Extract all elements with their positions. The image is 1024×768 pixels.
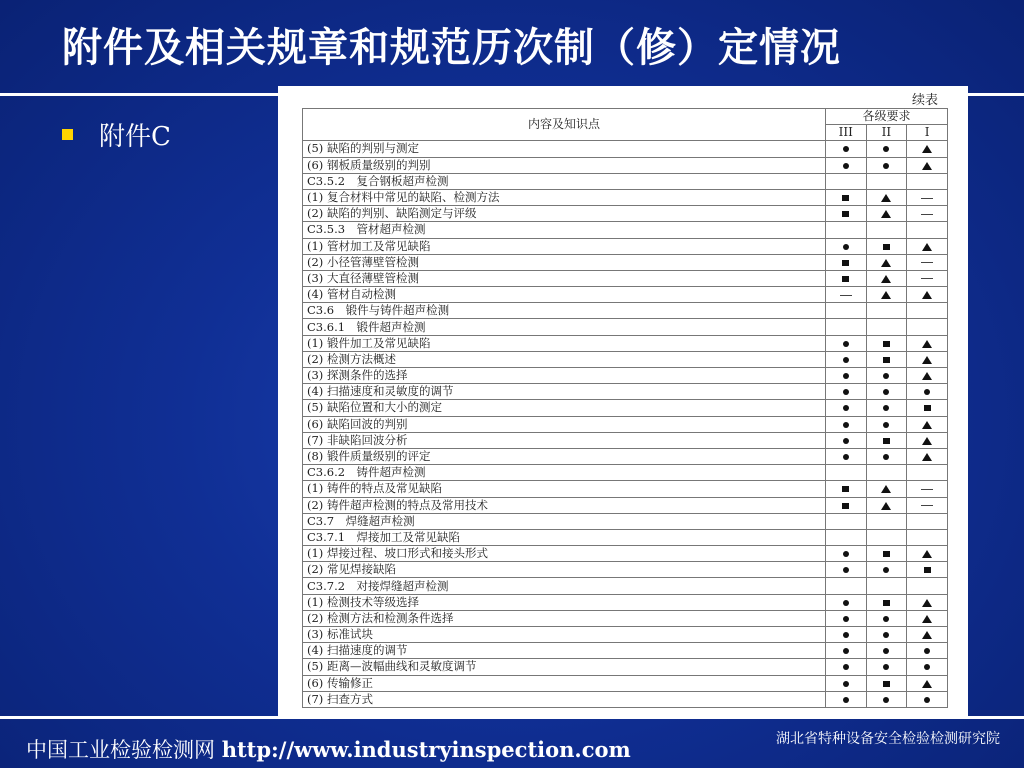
table-row [303,400,948,416]
level-cell [825,141,866,157]
title-divider-right [968,93,1024,96]
row-content-cell: C3.5.3 管材超声检测 [303,222,826,238]
level-cell [907,141,948,157]
dot-mark-icon [883,422,889,428]
dot-mark-icon [883,373,889,379]
square-mark-icon [842,503,849,509]
triangle-mark-icon [881,275,891,283]
level-cell [907,578,948,594]
dash-mark-icon [921,198,933,199]
table-row [303,675,948,691]
dot-mark-icon [843,357,849,363]
level-cell [866,368,907,384]
row-content-cell: (1) 锻件加工及常见缺陷 [303,335,826,351]
level-cell [866,594,907,610]
table-header-row [303,109,948,125]
square-mark-icon [883,600,890,606]
table-row [303,189,948,205]
level-cell [866,562,907,578]
level-cell [907,513,948,529]
table-row [303,481,948,497]
table-row [303,384,948,400]
table-row [303,319,948,335]
table-row [303,610,948,626]
level-cell [866,222,907,238]
row-content-cell: (7) 扫查方式 [303,691,826,707]
level-cell [907,643,948,659]
row-content-cell: (2) 铸件超声检测的特点及常用技术 [303,497,826,513]
row-content-cell: (1) 焊接过程、坡口形式和接头形式 [303,546,826,562]
footer-site [26,734,631,764]
bullet-square-icon [62,129,73,140]
triangle-mark-icon [922,145,932,153]
level-cell [866,287,907,303]
level-cell [825,384,866,400]
level-cell [825,643,866,659]
dot-mark-icon [883,697,889,703]
table-row [303,335,948,351]
triangle-mark-icon [881,502,891,510]
row-content-cell: (3) 标准试块 [303,627,826,643]
dash-mark-icon [840,295,852,296]
row-content-cell: (2) 常见焊接缺陷 [303,562,826,578]
table-row [303,351,948,367]
square-mark-icon [883,341,890,347]
level-cell [825,432,866,448]
dot-mark-icon [843,373,849,379]
level-cell [907,594,948,610]
row-content-cell: (7) 非缺陷回波分析 [303,432,826,448]
footer-institute: 湖北省特种设备安全检验检测研究院 [776,731,1000,747]
table-row [303,546,948,562]
level-cell [825,594,866,610]
level-cell [866,691,907,707]
dot-mark-icon [883,648,889,654]
dot-mark-icon [843,681,849,687]
dot-mark-icon [843,422,849,428]
level-cell [907,351,948,367]
level-cell [907,384,948,400]
level-cell [825,691,866,707]
dot-mark-icon [883,146,889,152]
row-content-cell: (1) 铸件的特点及常见缺陷 [303,481,826,497]
level-cell [866,610,907,626]
dot-mark-icon [843,632,849,638]
table-row [303,513,948,529]
table-row [303,578,948,594]
triangle-mark-icon [922,631,932,639]
table-row [303,465,948,481]
dot-mark-icon [843,405,849,411]
level-cell [866,513,907,529]
level-cell [825,610,866,626]
triangle-mark-icon [922,680,932,688]
table-row [303,529,948,545]
bullet-item [62,116,171,153]
level-cell [866,432,907,448]
level-cell [907,675,948,691]
triangle-mark-icon [922,421,932,429]
row-content-cell: (2) 检测方法概述 [303,351,826,367]
level-header-iii: III [825,125,866,141]
level-cell [866,546,907,562]
level-cell [866,303,907,319]
dot-mark-icon [843,438,849,444]
level-cell [907,368,948,384]
table-row [303,368,948,384]
table-row [303,416,948,432]
row-content-cell: (5) 缺陷位置和大小的测定 [303,400,826,416]
row-content-cell: (2) 小径管薄壁管检测 [303,254,826,270]
dot-mark-icon [843,697,849,703]
row-content-cell: (4) 管材自动检测 [303,287,826,303]
level-cell [907,562,948,578]
square-mark-icon [842,195,849,201]
row-content-cell: C3.5.2 复合钢板超声检测 [303,173,826,189]
level-cell [825,368,866,384]
row-content-cell: (8) 锻件质量级别的评定 [303,448,826,464]
level-header-ii: II [866,125,907,141]
level-cell [866,465,907,481]
row-content-cell: C3.7.1 焊接加工及常见缺陷 [303,529,826,545]
table-row [303,157,948,173]
dot-mark-icon [924,648,930,654]
table-row [303,173,948,189]
level-cell [825,416,866,432]
level-cell [825,238,866,254]
triangle-mark-icon [922,162,932,170]
level-cell [907,546,948,562]
title-divider-left [0,93,278,96]
row-content-cell: C3.6.1 锻件超声检测 [303,319,826,335]
level-cell [907,206,948,222]
level-cell [825,400,866,416]
level-cell [907,303,948,319]
dot-mark-icon [883,664,889,670]
level-cell [866,173,907,189]
table-row [303,594,948,610]
level-cell [866,659,907,675]
slide-title: 附件及相关规章和规范历次制（修）定情况 [62,25,841,71]
triangle-mark-icon [881,210,891,218]
dot-mark-icon [843,551,849,557]
level-cell [907,465,948,481]
triangle-mark-icon [922,453,932,461]
level-cell [866,254,907,270]
square-mark-icon [842,486,849,492]
level-cell [825,173,866,189]
square-mark-icon [924,405,931,411]
row-content-cell: C3.7 焊缝超声检测 [303,513,826,529]
table-body [303,141,948,708]
continued-label: 续表 [911,93,938,108]
level-cell [907,173,948,189]
triangle-mark-icon [881,194,891,202]
level-cell [907,400,948,416]
level-cell [825,303,866,319]
square-mark-icon [883,551,890,557]
level-cell [825,562,866,578]
table-row [303,432,948,448]
level-cell [866,529,907,545]
square-mark-icon [924,567,931,573]
level-cell [825,675,866,691]
dash-mark-icon [921,278,933,279]
row-content-cell: (2) 缺陷的判别、缺陷测定与评级 [303,206,826,222]
level-cell [866,384,907,400]
square-mark-icon [842,276,849,282]
levels-group-header: 各级要求 [825,109,947,125]
square-mark-icon [883,438,890,444]
content-column-header: 内容及知识点 [303,109,826,141]
dash-mark-icon [921,489,933,490]
dot-mark-icon [883,632,889,638]
row-content-cell: (4) 扫描速度的调节 [303,643,826,659]
level-cell [907,189,948,205]
level-cell [825,529,866,545]
dot-mark-icon [843,616,849,622]
level-cell [825,335,866,351]
table-row [303,254,948,270]
dot-mark-icon [924,697,930,703]
table-row [303,222,948,238]
triangle-mark-icon [922,340,932,348]
level-cell [866,206,907,222]
level-cell [866,319,907,335]
table-row [303,691,948,707]
level-cell [825,497,866,513]
square-mark-icon [883,244,890,250]
footer-site-name: 中国工业检验检测网 [26,738,215,762]
triangle-mark-icon [922,372,932,380]
level-cell [866,400,907,416]
level-cell [825,546,866,562]
level-cell [907,627,948,643]
level-cell [866,351,907,367]
dot-mark-icon [883,405,889,411]
dot-mark-icon [883,616,889,622]
dot-mark-icon [843,567,849,573]
dot-mark-icon [843,664,849,670]
level-cell [907,238,948,254]
row-content-cell: (4) 扫描速度和灵敏度的调节 [303,384,826,400]
level-cell [907,432,948,448]
table-row [303,627,948,643]
square-mark-icon [883,681,890,687]
triangle-mark-icon [922,550,932,558]
level-cell [907,529,948,545]
row-content-cell: (5) 缺陷的判别与测定 [303,141,826,157]
row-content-cell: (1) 管材加工及常见缺陷 [303,238,826,254]
level-cell [866,481,907,497]
table-row [303,659,948,675]
level-cell [907,319,948,335]
level-cell [866,238,907,254]
table-row [303,238,948,254]
dash-mark-icon [921,262,933,263]
level-cell [907,254,948,270]
row-content-cell: C3.6.2 铸件超声检测 [303,465,826,481]
level-cell [866,157,907,173]
row-content-cell: (6) 传输修正 [303,675,826,691]
dot-mark-icon [843,389,849,395]
row-content-cell: (6) 钢板质量级别的判别 [303,157,826,173]
table-row [303,287,948,303]
level-cell [825,206,866,222]
level-cell [825,448,866,464]
dot-mark-icon [883,389,889,395]
level-cell [907,448,948,464]
table-scan-image [278,86,968,716]
table-row [303,141,948,157]
level-cell [907,157,948,173]
dash-mark-icon [921,214,933,215]
level-cell [907,659,948,675]
triangle-mark-icon [922,291,932,299]
row-content-cell: (6) 缺陷回波的判别 [303,416,826,432]
dot-mark-icon [924,664,930,670]
level-cell [907,416,948,432]
level-cell [825,481,866,497]
triangle-mark-icon [922,437,932,445]
triangle-mark-icon [922,615,932,623]
dot-mark-icon [843,244,849,250]
level-cell [825,222,866,238]
level-cell [866,335,907,351]
square-mark-icon [842,260,849,266]
table-row [303,643,948,659]
level-cell [907,497,948,513]
level-cell [825,659,866,675]
level-cell [907,335,948,351]
level-cell [866,270,907,286]
dot-mark-icon [843,146,849,152]
triangle-mark-icon [922,599,932,607]
row-content-cell: (5) 距离—波幅曲线和灵敏度调节 [303,659,826,675]
row-content-cell: (3) 探测条件的选择 [303,368,826,384]
dot-mark-icon [843,163,849,169]
level-cell [907,270,948,286]
table-row [303,497,948,513]
dot-mark-icon [843,648,849,654]
row-content-cell: (1) 检测技术等级选择 [303,594,826,610]
level-cell [825,254,866,270]
level-header-i: I [907,125,948,141]
level-cell [866,675,907,691]
level-cell [866,643,907,659]
level-cell [825,578,866,594]
level-cell [825,189,866,205]
dot-mark-icon [883,454,889,460]
table-row [303,303,948,319]
level-cell [825,351,866,367]
row-content-cell: C3.7.2 对接焊缝超声检测 [303,578,826,594]
row-content-cell: (1) 复合材料中常见的缺陷、检测方法 [303,189,826,205]
table-row [303,448,948,464]
footer-url-link[interactable]: http://www.industryinspection.com [221,737,631,762]
level-cell [866,578,907,594]
level-cell [825,157,866,173]
level-cell [866,497,907,513]
level-cell [825,627,866,643]
triangle-mark-icon [881,485,891,493]
row-content-cell: (3) 大直径薄壁管检测 [303,270,826,286]
triangle-mark-icon [881,259,891,267]
level-cell [825,270,866,286]
dash-mark-icon [921,505,933,506]
level-cell [825,287,866,303]
dot-mark-icon [883,567,889,573]
triangle-mark-icon [922,356,932,364]
table-row [303,270,948,286]
requirements-table [302,108,948,708]
level-cell [866,448,907,464]
level-cell [907,222,948,238]
dot-mark-icon [883,163,889,169]
level-cell [866,141,907,157]
dot-mark-icon [843,454,849,460]
level-cell [825,465,866,481]
dot-mark-icon [843,600,849,606]
triangle-mark-icon [881,291,891,299]
dot-mark-icon [924,389,930,395]
table-row [303,206,948,222]
level-cell [866,416,907,432]
square-mark-icon [883,357,890,363]
level-cell [825,513,866,529]
level-cell [907,481,948,497]
level-cell [825,319,866,335]
triangle-mark-icon [922,243,932,251]
square-mark-icon [842,211,849,217]
bullet-text: 附件C [99,122,171,152]
level-cell [866,189,907,205]
table-row [303,562,948,578]
row-content-cell: (2) 检测方法和检测条件选择 [303,610,826,626]
level-cell [907,287,948,303]
level-cell [907,691,948,707]
dot-mark-icon [843,341,849,347]
row-content-cell: C3.6 锻件与铸件超声检测 [303,303,826,319]
level-cell [866,627,907,643]
footer-divider [0,716,1024,719]
level-cell [907,610,948,626]
